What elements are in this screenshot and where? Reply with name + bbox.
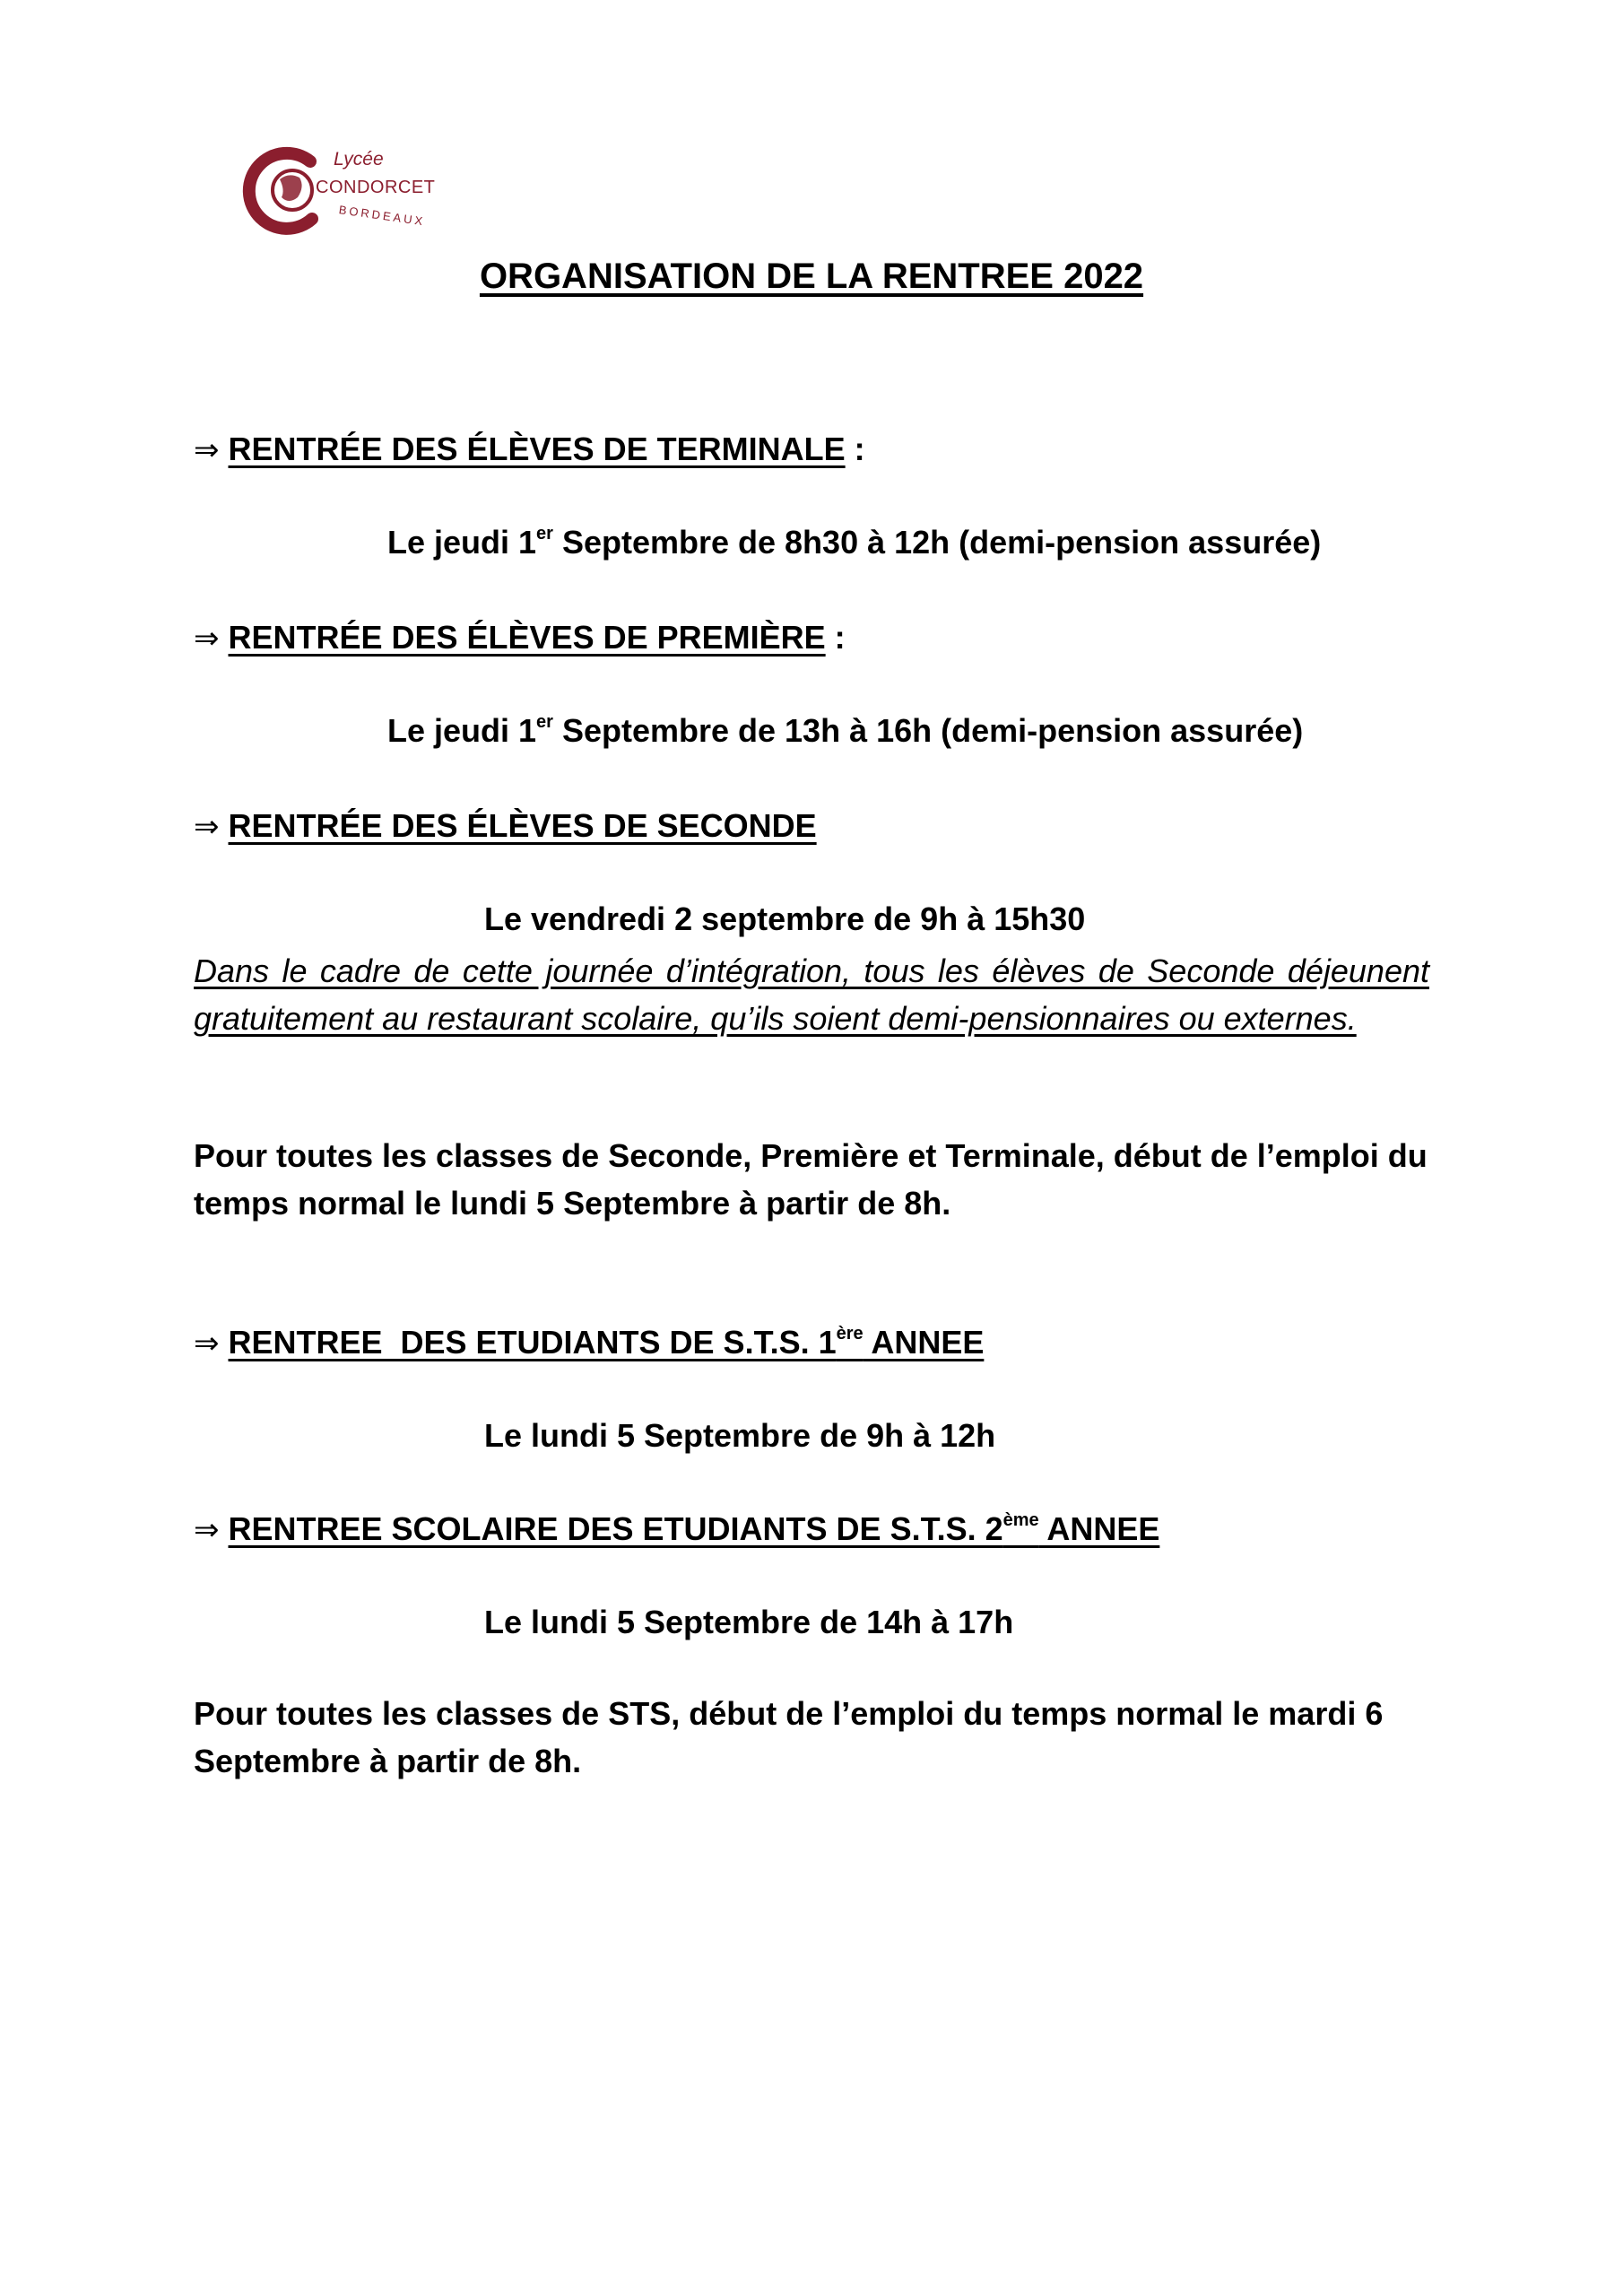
arrow-right-icon: ⇒ [194, 1326, 220, 1361]
heading-text [229, 1324, 985, 1361]
date-superscript: er [536, 712, 553, 732]
sts-schedule-paragraph: Pour toutes les classes de STS, début de l’emploi du temps normal le mardi 6 Septembre à partir de 8h. [194, 1695, 1384, 1779]
section-heading-premiere [194, 619, 846, 657]
heading-superscript: ème [1002, 1510, 1039, 1530]
heading-text-post: ANNEE [863, 1324, 985, 1361]
section-heading-seconde [194, 807, 817, 845]
arrow-right-icon: ⇒ [194, 621, 220, 657]
section-heading-sts2 [194, 1510, 1159, 1548]
page-title [0, 257, 1623, 297]
date-line-seconde: Le vendredi 2 septembre de 9h à 15h30 [484, 900, 1086, 937]
page-title-text: ORGANISATION DE LA RENTREE 2022 [479, 257, 1144, 296]
heading-suffix: : [825, 619, 846, 656]
school-logo [240, 142, 456, 240]
heading-text-pre: RENTREE DES ETUDIANTS DE S.T.S. 1 [228, 1324, 837, 1361]
logo-text-condorcet: CONDORCET [316, 178, 436, 197]
date-text-rest: Septembre de 8h30 à 12h (demi-pension assurée) [552, 524, 1322, 561]
date-text-rest: Septembre de 13h à 16h (demi-pension assurée) [552, 712, 1304, 749]
arrow-right-icon: ⇒ [194, 432, 220, 468]
date-line-terminale [387, 524, 1321, 561]
heading-text [229, 1510, 1160, 1547]
arrow-right-icon: ⇒ [194, 1512, 220, 1548]
date-line-sts2: Le lundi 5 Septembre de 14h à 17h [484, 1604, 1014, 1640]
seconde-note: Dans le cadre de cette journée d’intégration, tous les élèves de Seconde déjeunent gratuitement au restaurant scolaire, qu’ils soient demi-pensionnaires ou externes. [194, 952, 1429, 1037]
logo-text-lycee: Lycée [334, 149, 384, 170]
date-line-sts1: Le lundi 5 Septembre de 9h à 12h [484, 1417, 996, 1454]
heading-text: RENTRÉE DES ÉLÈVES DE SECONDE [228, 807, 817, 844]
lycee-schedule-paragraph: Pour toutes les classes de Seconde, Première et Terminale, début de l’emploi du temps normal le lundi 5 Septembre à partir de 8h. [194, 1137, 1428, 1222]
heading-text-pre: RENTREE SCOLAIRE DES ETUDIANTS DE S.T.S. 2 [228, 1510, 1003, 1547]
section-heading-terminale [194, 430, 865, 468]
heading-text: RENTRÉE DES ÉLÈVES DE TERMINALE [228, 430, 846, 467]
heading-text-post: ANNEE [1038, 1510, 1160, 1547]
date-text: Le jeudi 1 [387, 524, 537, 561]
heading-text: RENTRÉE DES ÉLÈVES DE PREMIÈRE [228, 619, 826, 656]
logo-text-bordeaux: BORDEAUX [337, 203, 427, 229]
heading-suffix: : [845, 430, 865, 467]
heading-superscript: ère [836, 1324, 864, 1344]
date-line-premiere [387, 712, 1303, 750]
date-text: Le jeudi 1 [387, 712, 537, 749]
section-heading-sts1 [194, 1324, 984, 1361]
arrow-right-icon: ⇒ [194, 809, 220, 845]
date-superscript: er [536, 524, 553, 544]
